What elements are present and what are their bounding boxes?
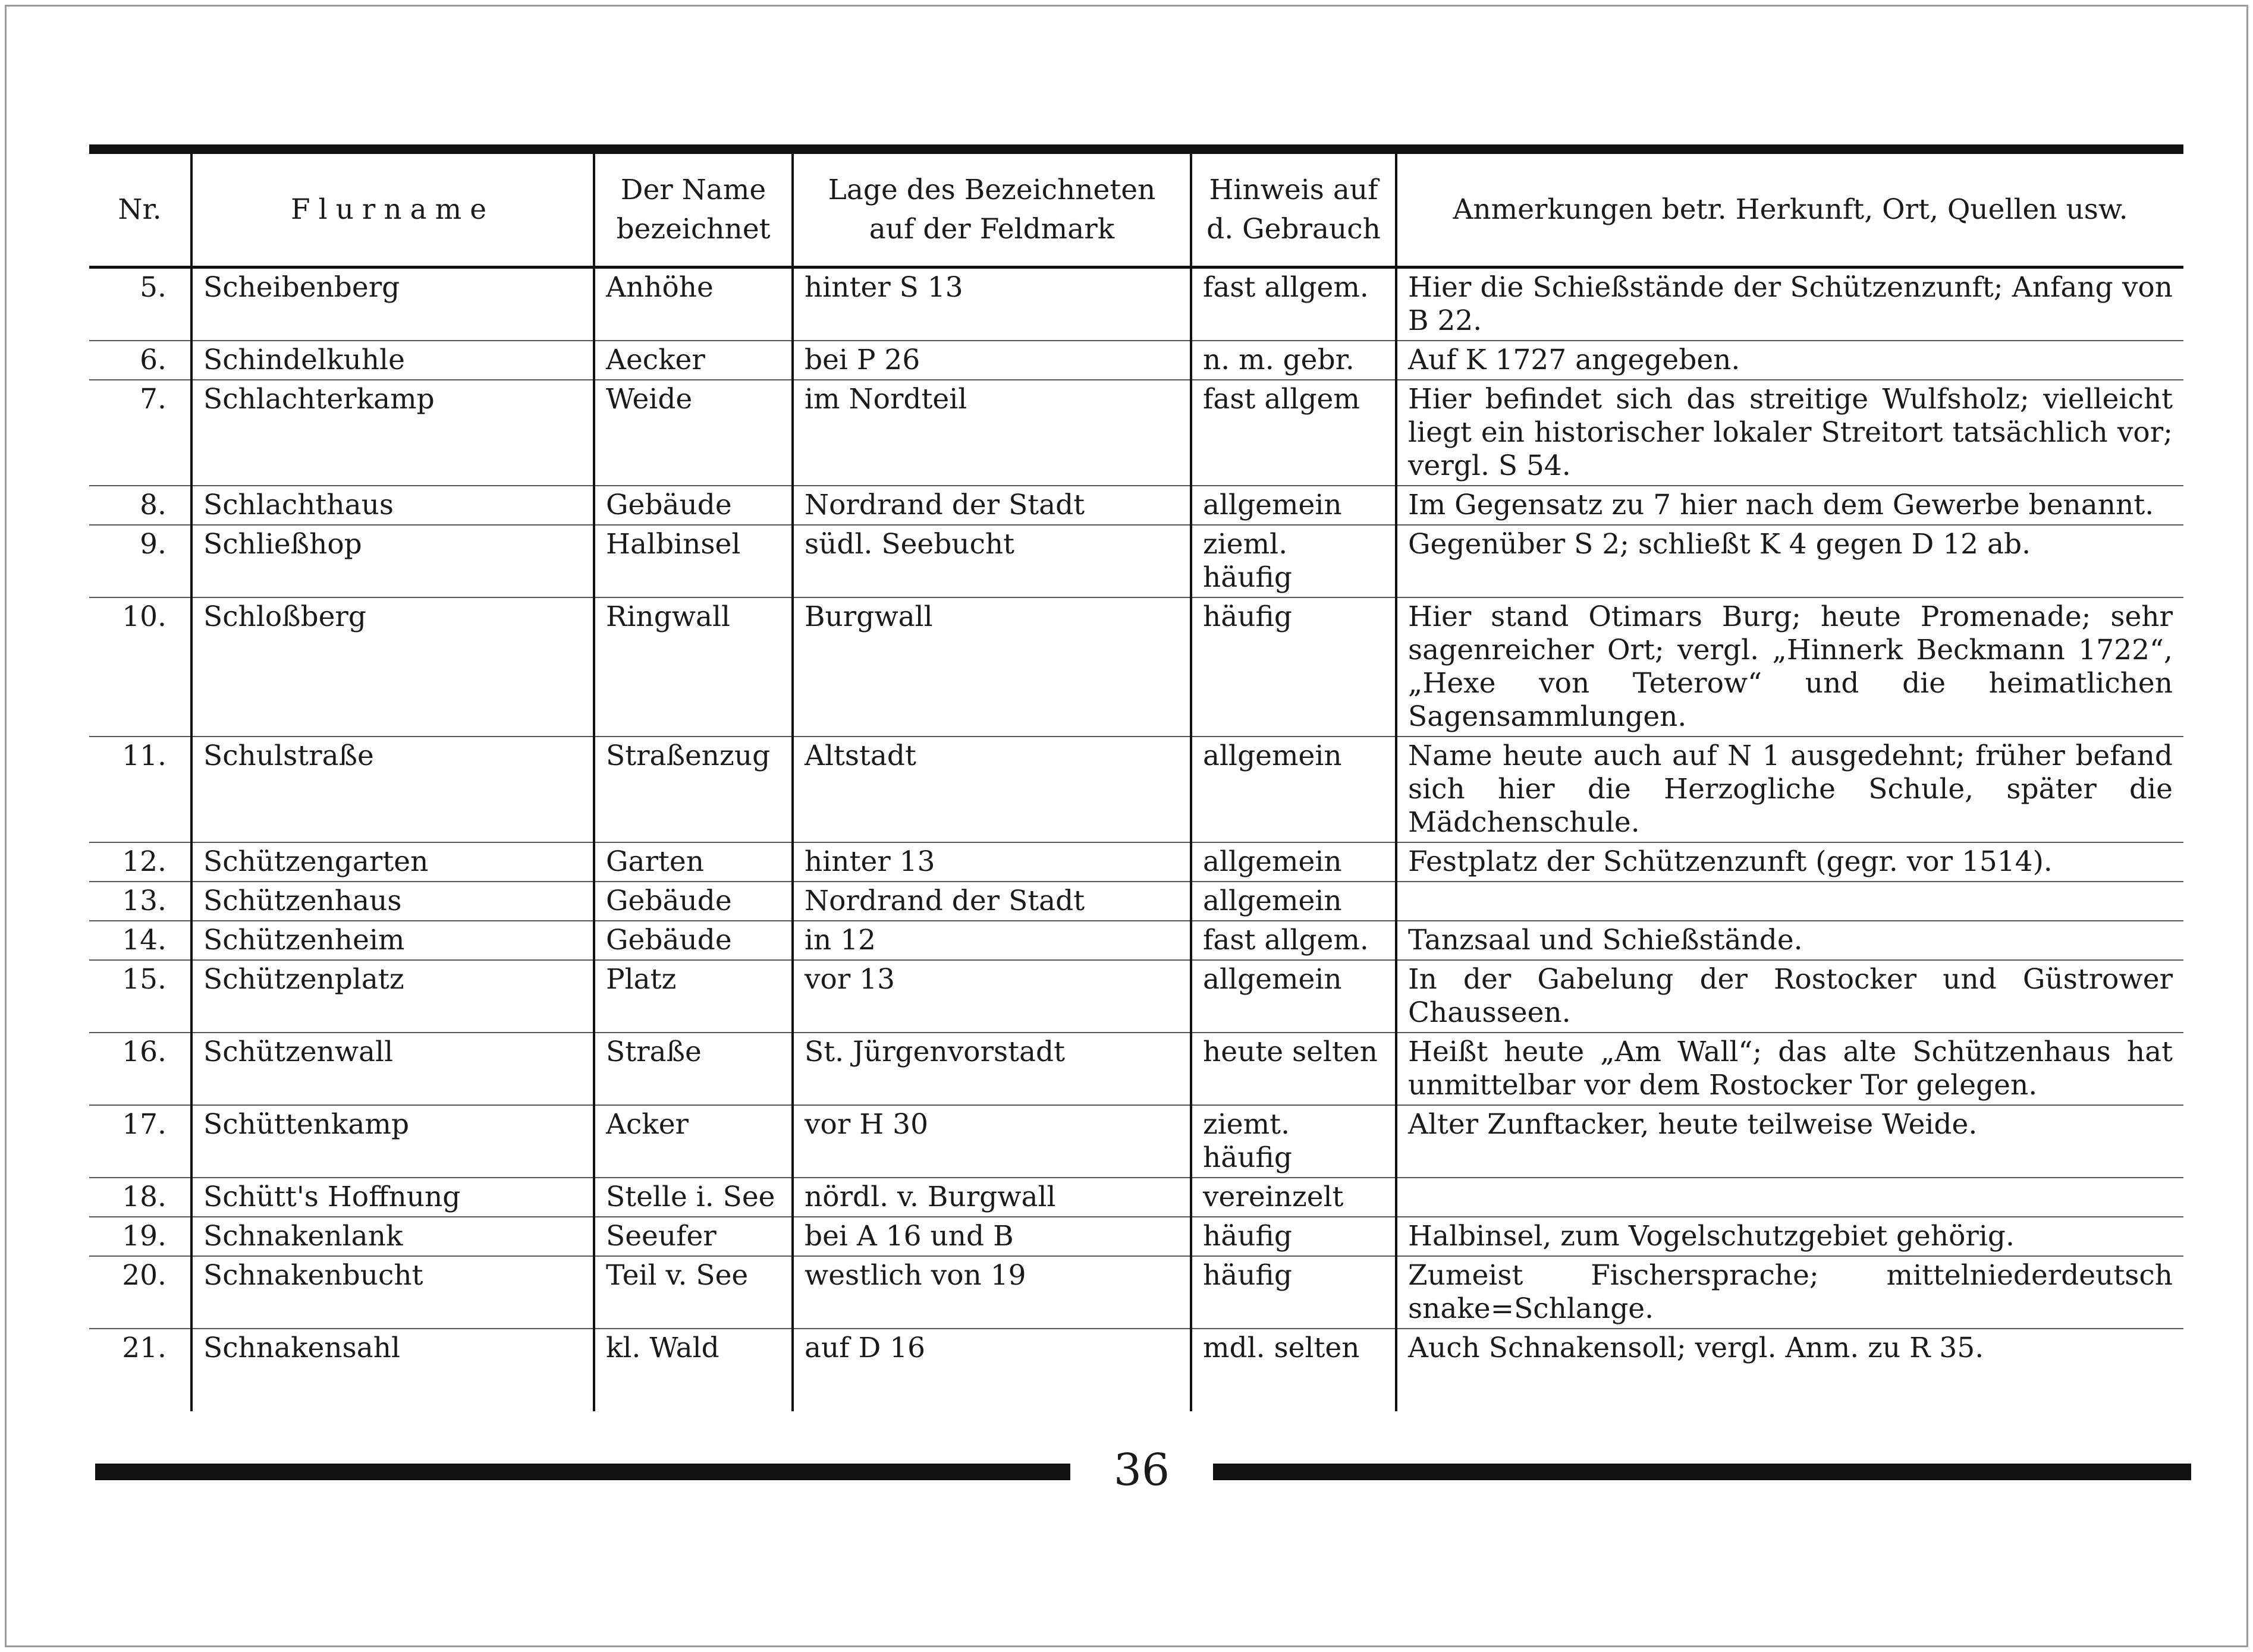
- cell-anmerkungen: Hier die Schießstände der Schützenzunft; Anfang von B 22.: [1396, 268, 2183, 341]
- cell-nr: 21.: [122, 1332, 166, 1364]
- cell-lage: Nordrand der Stadt: [793, 486, 1191, 525]
- cell-flurname: Schüttenkamp: [191, 1105, 594, 1178]
- table-row: [89, 380, 2183, 486]
- cell-nr: 13.: [89, 882, 191, 921]
- cell-bezeichnet: Straßenzug: [594, 737, 793, 842]
- cell-flurname: Schützenplatz: [191, 960, 594, 1033]
- cell-gebrauch: fast allgem.: [1191, 921, 1396, 960]
- cell-flurname: Schulstraße: [191, 737, 594, 842]
- table-header: [89, 154, 2183, 268]
- table-row: [89, 1329, 2183, 1411]
- table-row: [89, 842, 2183, 882]
- header-nr: Nr.: [89, 154, 191, 268]
- cell-lage: Burgwall: [793, 597, 1191, 737]
- cell-anmerkungen: Auf K 1727 angegeben.: [1396, 341, 2183, 380]
- cell-flurname: Schnakensahl: [191, 1329, 594, 1411]
- cell-anmerkungen: Festplatz der Schützenzunft (gegr. vor 1514).: [1396, 842, 2183, 882]
- cell-gebrauch: fast allgem.: [1191, 268, 1396, 341]
- cell-anmerkungen: Auch Schnakensoll; vergl. Anm. zu R 35.: [1396, 1329, 2183, 1411]
- cell-bezeichnet: Halbinsel: [594, 525, 793, 597]
- cell-lage: Nordrand der Stadt: [793, 882, 1191, 921]
- cell-nr: 15.: [89, 960, 191, 1033]
- cell-anmerkungen: Heißt heute „Am Wall“; das alte Schützenhaus hat unmittelbar vor dem Rostocker Tor gelegen.: [1396, 1033, 2183, 1105]
- cell-flurname: Schnakenlank: [191, 1217, 594, 1256]
- cell-gebrauch: allgemein: [1191, 842, 1396, 882]
- cell-anmerkungen: In der Gabelung der Rostocker und Güstrower Chausseen.: [1396, 960, 2183, 1033]
- table-row: [89, 1178, 2183, 1217]
- table-row: [89, 1105, 2183, 1178]
- cell-flurname: Schützenwall: [191, 1033, 594, 1105]
- cell-nr: 20.: [89, 1256, 191, 1329]
- cell-gebrauch: häufig: [1191, 1256, 1396, 1329]
- cell-flurname: Schützenhaus: [191, 882, 594, 921]
- cell-gebrauch: ziemt. häufig: [1191, 1105, 1396, 1178]
- cell-lage: Altstadt: [793, 737, 1191, 842]
- cell-gebrauch: n. m. gebr.: [1191, 341, 1396, 380]
- cell-anmerkungen: Im Gegensatz zu 7 hier nach dem Gewerbe benannt.: [1396, 486, 2183, 525]
- cell-lage: bei P 26: [793, 341, 1191, 380]
- cell-bezeichnet: Aecker: [594, 341, 793, 380]
- header-row: [89, 154, 2183, 268]
- cell-nr: 12.: [89, 842, 191, 882]
- place-names-table: [89, 154, 2183, 1411]
- header-lage: Lage des Bezeichneten auf der Feldmark: [793, 154, 1191, 268]
- table-row: [89, 921, 2183, 960]
- cell-flurname: Schließhop: [191, 525, 594, 597]
- cell-gebrauch: mdl. selten: [1191, 1329, 1396, 1411]
- cell-bezeichnet: Weide: [594, 380, 793, 486]
- cell-anmerkungen: Halbinsel, zum Vogelschutzgebiet gehörig.: [1396, 1217, 2183, 1256]
- cell-bezeichnet: kl. Wald: [594, 1329, 793, 1411]
- cell-bezeichnet: Gebäude: [594, 882, 793, 921]
- cell-bezeichnet: Gebäude: [594, 486, 793, 525]
- header-gebrauch: Hinweis auf d. Gebrauch: [1191, 154, 1396, 268]
- cell-flurname: Schützengarten: [191, 842, 594, 882]
- cell-gebrauch: allgemein: [1191, 737, 1396, 842]
- cell-bezeichnet: Platz: [594, 960, 793, 1033]
- cell-lage: nördl. v. Burgwall: [793, 1178, 1191, 1217]
- cell-nr: 8.: [89, 486, 191, 525]
- cell-lage: bei A 16 und B: [793, 1217, 1191, 1256]
- cell-nr: 16.: [89, 1033, 191, 1105]
- cell-gebrauch: zieml. häufig: [1191, 525, 1396, 597]
- cell-lage: vor 13: [793, 960, 1191, 1033]
- table-row: [89, 268, 2183, 341]
- cell-nr: 19.: [89, 1217, 191, 1256]
- cell-flurname: Schlachterkamp: [191, 380, 594, 486]
- cell-anmerkungen: Alter Zunftacker, heute teilweise Weide.: [1396, 1105, 2183, 1178]
- cell-nr: 18.: [89, 1178, 191, 1217]
- cell-bezeichnet: Seeufer: [594, 1217, 793, 1256]
- cell-anmerkungen: Tanzsaal und Schießstände.: [1396, 921, 2183, 960]
- cell-anmerkungen: Hier befindet sich das streitige Wulfsholz; vielleicht liegt ein historischer lokaler Streitort tatsächlich vor; vergl. S 54.: [1396, 380, 2183, 486]
- table-row: [89, 486, 2183, 525]
- cell-flurname: Schützenheim: [191, 921, 594, 960]
- table-row: [89, 1256, 2183, 1329]
- cell-flurname: Schütt's Hoffnung: [191, 1178, 594, 1217]
- cell-lage: auf D 16: [793, 1329, 1191, 1411]
- cell-anmerkungen: Hier stand Otimars Burg; heute Promenade; sehr sagenreicher Ort; vergl. „Hinnerk Beckmann 1722“, „Hexe von Teterow“ und die heimatlichen Sagensammlungen.: [1396, 597, 2183, 737]
- cell-flurname: Schlachthaus: [191, 486, 594, 525]
- cell-bezeichnet: Teil v. See: [594, 1256, 793, 1329]
- cell-gebrauch: allgemein: [1191, 486, 1396, 525]
- table-row: [89, 960, 2183, 1033]
- table-row: [89, 597, 2183, 737]
- footer-rule-right: [1213, 1464, 2191, 1480]
- cell-bezeichnet: Anhöhe: [594, 268, 793, 341]
- cell-bezeichnet: Acker: [594, 1105, 793, 1178]
- cell-nr: 6.: [89, 341, 191, 380]
- cell-gebrauch: vereinzelt: [1191, 1178, 1396, 1217]
- cell-anmerkungen: Zumeist Fischersprache; mittelniederdeutsch snake=Schlange.: [1396, 1256, 2183, 1329]
- cell-lage: hinter S 13: [793, 268, 1191, 341]
- cell-anmerkungen: [1396, 882, 2183, 921]
- cell-bezeichnet: Ringwall: [594, 597, 793, 737]
- cell-bezeichnet: Stelle i. See: [594, 1178, 793, 1217]
- cell-anmerkungen: [1396, 1178, 2183, 1217]
- cell-nr: 11.: [89, 737, 191, 842]
- cell-gebrauch: häufig: [1191, 1217, 1396, 1256]
- cell-nr: 5.: [89, 268, 191, 341]
- cell-flurname: Scheibenberg: [191, 268, 594, 341]
- cell-lage: im Nordteil: [793, 380, 1191, 486]
- cell-lage: in 12: [793, 921, 1191, 960]
- cell-gebrauch: häufig: [1191, 597, 1396, 737]
- cell-lage: hinter 13: [793, 842, 1191, 882]
- cell-flurname: Schnakenbucht: [191, 1256, 594, 1329]
- cell-lage: westlich von 19: [793, 1256, 1191, 1329]
- cell-lage: vor H 30: [793, 1105, 1191, 1178]
- cell-gebrauch: allgemein: [1191, 960, 1396, 1033]
- cell-bezeichnet: Straße: [594, 1033, 793, 1105]
- cell-gebrauch: allgemein: [1191, 882, 1396, 921]
- page-number: 36: [1113, 1445, 1170, 1496]
- table-row: [89, 882, 2183, 921]
- table-body: [89, 268, 2183, 1412]
- cell-bezeichnet: Garten: [594, 842, 793, 882]
- place-names-table-container: [89, 154, 2183, 1411]
- header-flurname: Flurname: [191, 154, 594, 268]
- footer-rule-left: [95, 1464, 1070, 1480]
- cell-nr: 14.: [89, 921, 191, 960]
- table-row: [89, 1217, 2183, 1256]
- cell-flurname: Schindelkuhle: [191, 341, 594, 380]
- cell-anmerkungen: Gegenüber S 2; schließt K 4 gegen D 12 ab.: [1396, 525, 2183, 597]
- cell-lage: südl. Seebucht: [793, 525, 1191, 597]
- cell-nr: 10.: [89, 597, 191, 737]
- top-rule: [89, 144, 2183, 154]
- table-row: [89, 737, 2183, 842]
- table-row: [89, 525, 2183, 597]
- table-row: [89, 341, 2183, 380]
- header-anmerkungen: Anmerkungen betr. Herkunft, Ort, Quellen usw.: [1396, 154, 2183, 268]
- cell-gebrauch: heute selten: [1191, 1033, 1396, 1105]
- cell-bezeichnet: Gebäude: [594, 921, 793, 960]
- cell-flurname: Schloßberg: [191, 597, 594, 737]
- cell-gebrauch: fast allgem: [1191, 380, 1396, 486]
- cell-lage: St. Jürgenvorstadt: [793, 1033, 1191, 1105]
- table-row: [89, 1033, 2183, 1105]
- header-bezeichnet: Der Name bezeichnet: [594, 154, 793, 268]
- cell-anmerkungen: Name heute auch auf N 1 ausgedehnt; früher befand sich hier die Herzogliche Schule, später die Mädchenschule.: [1396, 737, 2183, 842]
- cell-nr: 9.: [89, 525, 191, 597]
- cell-nr: 7.: [89, 380, 191, 486]
- cell-nr: 17.: [89, 1105, 191, 1178]
